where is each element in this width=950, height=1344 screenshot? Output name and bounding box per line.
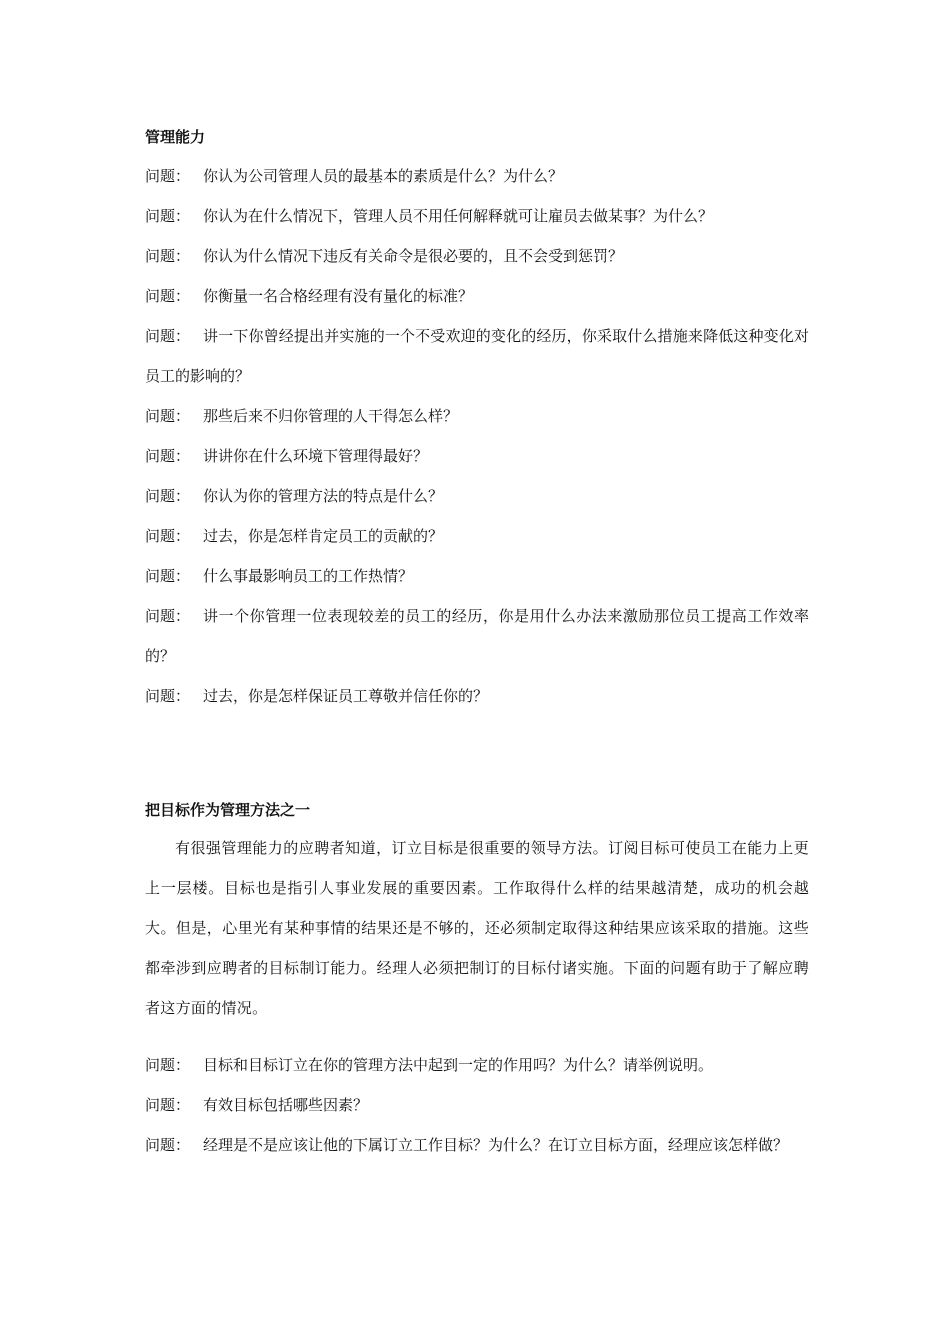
question-item xyxy=(145,516,809,556)
section-title: 把目标作为管理方法之一 xyxy=(145,801,311,819)
question-item xyxy=(145,1125,809,1165)
question-text: 过去，你是怎样保证员工尊敬并信任你的？ xyxy=(203,687,489,705)
question-label: 问题： xyxy=(145,447,191,465)
question-label: 问题： xyxy=(145,687,191,705)
question-text: 什么事最影响员工的工作热情？ xyxy=(203,567,414,585)
question-text: 有效目标包括哪些因素？ xyxy=(203,1096,369,1114)
question-text: 经理是不是应该让他的下属订立工作目标？为什么？在订立目标方面，经理应该怎样做？ xyxy=(203,1136,789,1154)
question-item xyxy=(145,476,809,516)
question-text: 讲一下你曾经提出并实施的一个不受欢迎的变化的经历，你采取什么措施来降低这种变化对员工的影响的？ xyxy=(145,327,809,385)
question-label: 问题： xyxy=(145,327,191,345)
section-title: 管理能力 xyxy=(145,128,206,146)
question-text: 讲一个你管理一位表现较差的员工的经历，你是用什么办法来激励那位员工提高工作效率的？ xyxy=(145,607,809,665)
question-label: 问题： xyxy=(145,607,191,625)
question-label: 问题： xyxy=(145,167,191,185)
question-item xyxy=(145,396,809,436)
question-item xyxy=(145,1085,809,1125)
question-item xyxy=(145,436,809,476)
question-text: 目标和目标订立在你的管理方法中起到一定的作用吗？为什么？请举例说明。 xyxy=(203,1056,714,1074)
question-label: 问题： xyxy=(145,407,191,425)
question-item xyxy=(145,1045,809,1085)
question-label: 问题： xyxy=(145,487,191,505)
question-item xyxy=(145,196,809,236)
question-text: 你认为在什么情况下，管理人员不用任何解释就可让雇员去做某事？为什么？ xyxy=(203,207,714,225)
question-text: 讲讲你在什么环境下管理得最好？ xyxy=(203,447,429,465)
question-text: 你认为你的管理方法的特点是什么？ xyxy=(203,487,444,505)
question-label: 问题： xyxy=(145,207,191,225)
question-label: 问题： xyxy=(145,287,191,305)
question-text: 你衡量一名合格经理有没有量化的标准？ xyxy=(203,287,474,305)
question-label: 问题： xyxy=(145,527,191,545)
question-item xyxy=(145,156,809,196)
question-label: 问题： xyxy=(145,1096,191,1114)
question-text: 那些后来不归你管理的人干得怎么样？ xyxy=(203,407,459,425)
question-item xyxy=(145,316,809,396)
question-text: 过去，你是怎样肯定员工的贡献的？ xyxy=(203,527,444,545)
question-item xyxy=(145,596,809,676)
question-item xyxy=(145,676,809,716)
question-label: 问题： xyxy=(145,247,191,265)
intro-paragraph: 有很强管理能力的应聘者知道，订立目标是很重要的领导方法。订阅目标可使员工在能力上更上一层楼。目标也是指引人事业发展的重要因素。工作取得什么样的结果越清楚，成功的机会越大。但是，心里光有某种事情的结果还是不够的，还必须制定取得这种结果应该采取的措施。这些都牵涉到应聘者的目标制订能力。经理人必须把制订的目标付诸实施。下面的问题有助于了解应聘者这方面的情况。 xyxy=(145,839,809,1017)
question-label: 问题： xyxy=(145,1056,191,1074)
question-item xyxy=(145,276,809,316)
question-item xyxy=(145,556,809,596)
question-text: 你认为什么情况下违反有关命令是很必要的，且不会受到惩罚？ xyxy=(203,247,624,265)
question-label: 问题： xyxy=(145,1136,191,1154)
question-label: 问题： xyxy=(145,567,191,585)
question-item xyxy=(145,236,809,276)
question-text: 你认为公司管理人员的最基本的素质是什么？为什么？ xyxy=(203,167,564,185)
